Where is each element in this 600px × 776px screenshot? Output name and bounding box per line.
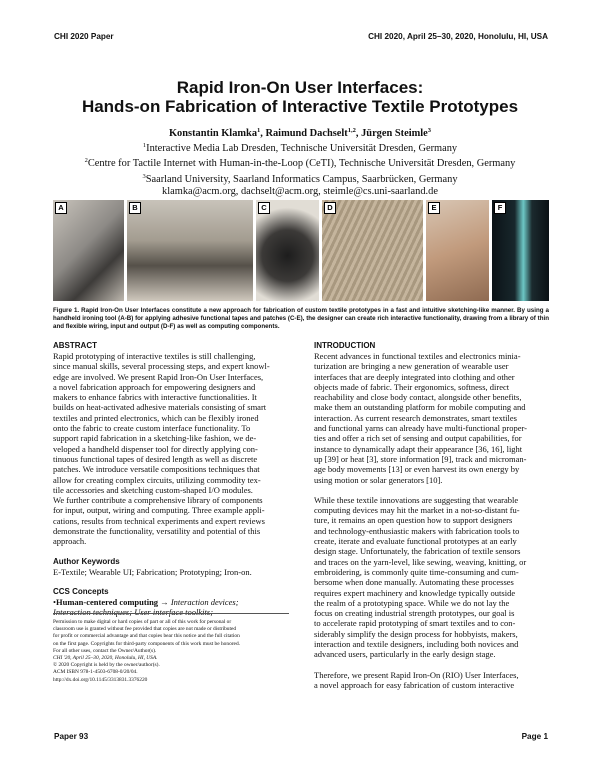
abstract-line: approach.: [53, 536, 87, 547]
abstract-line: for input, output, wiring and computing. Three example appli-: [53, 505, 265, 516]
intro-line: computing devices may hit the market in a not-so-distant fu-: [314, 505, 520, 516]
abstract-line: tile accessories and sketching custom-shaped I/O modules.: [53, 484, 253, 495]
author-block: [0, 125, 600, 198]
intro-line: While these textile innovations are suggesting that wearable: [314, 494, 519, 505]
photo-panel-e: [426, 200, 489, 301]
photo-panel-a: [53, 200, 124, 301]
intro-line: reachability and close body contact, alongside other benefits,: [314, 392, 522, 403]
abstract-line: onto the fabric to create custom interface functionality. To: [53, 423, 251, 434]
intro-line: embroidering, is commonly quite time-consuming and cum-: [314, 566, 519, 577]
intro-line: instance to dynamically adapt their appearance [36, 16], light: [314, 443, 523, 454]
author-2-affil: 1,2: [347, 127, 356, 134]
intro-line: siderably simplify the design process for hobbyists, makers,: [314, 628, 518, 639]
intro-line: using motion or solar generators [10].: [314, 474, 443, 485]
panel-label-a: A: [55, 202, 67, 214]
abstract-line: demonstrate the functionality, versatility and potential of this: [53, 526, 261, 537]
permission-line: on the first page. Copyrights for third-party components of this work must be honored.: [53, 640, 240, 647]
teaser-figure: [53, 200, 549, 301]
abstract-line: allow for creating complex circuits, utilizing commodity tex-: [53, 474, 261, 485]
left-column: [53, 341, 289, 618]
panel-label-f: F: [494, 202, 506, 214]
title-line-2: Hands-on Fabrication of Interactive Textile Prototypes: [81, 97, 519, 116]
author-names: Konstantin Klamka$^1$, Raimund Dachselt$^{1,2}$, Jürgen Steimle$^3$: [168, 127, 432, 139]
doi-link[interactable]: http://dx.doi.org/10.1145/3313831.3376220: [53, 676, 148, 683]
intro-line: bersome when done manually. Automating these processes: [314, 577, 514, 588]
intro-line: focus on creating industrial strength prototypes, our goal is: [314, 608, 515, 619]
intro-line: turization are bringing a new generation of wearable user: [314, 361, 509, 372]
keywords-text: E-Textile; Wearable UI; Fabrication; Prototyping; Iron-on.: [53, 566, 252, 577]
author-2: Raimund Dachselt: [265, 128, 348, 139]
ccs-heading: CCS Concepts: [53, 586, 109, 596]
permission-line: For all other uses, contact the Owner/Author(s).: [53, 647, 157, 654]
abstract-line: support rapid fabrication in a sketching-like fashion, we de-: [53, 433, 257, 444]
intro-line: interaction and textile designers, including both novices and: [314, 639, 519, 650]
paper-title: [0, 78, 600, 116]
keywords-heading: Author Keywords: [53, 556, 120, 566]
panel-label-c: C: [258, 202, 270, 214]
intro-line: requires expert machinery and knowledge typically outside: [314, 587, 516, 598]
affiliation-2: $^2$Centre for Tactile Internet with Human-in-the-Loop (CeTI), Technische Universität Dresden, Germany: [84, 157, 516, 170]
intro-line: to accelerate rapid prototyping of smart textiles and to con-: [314, 618, 516, 629]
permission-line: CHI '20, April 25–30, 2020, Honolulu, HI, USA.: [53, 655, 158, 662]
footer-right: Page 1: [521, 732, 548, 741]
permission-line: for profit or commercial advantage and that copies bear this notice and the full citation: [53, 633, 240, 640]
author-3-affil: 3: [427, 127, 432, 134]
intro-line: a novel approach for easy fabrication of custom interactive: [314, 679, 515, 690]
photo-panel-f: [492, 200, 549, 301]
intro-paragraph-3: [314, 670, 550, 691]
panel-label-b: B: [129, 202, 141, 214]
abstract-line: patches. We introduce versatile compositions techniques that: [53, 464, 260, 475]
ccs-line-1: •Human-centered computing → Interaction devices;: [53, 596, 239, 607]
intro-line: objects made of fabric. Their ergonomics, softness, direct: [314, 381, 510, 392]
intro-line: up [39] or heat [3], store information [9], track and microman-: [314, 453, 527, 464]
abstract-line: veloped a handheld dispenser tool for directly applying con-: [53, 443, 258, 454]
intro-line: ties and offer a rich set of sensing and output capabilities, for: [314, 433, 522, 444]
affiliation-1: $^1$Interactive Media Lab Dresden, Technische Universität Dresden, Germany: [142, 142, 458, 155]
intro-line: advanced users, particularly in the early design stage.: [314, 649, 496, 660]
figure-caption: Figure 1. Rapid Iron-On User Interfaces constitute a new approach for fabrication of custom textile prototypes in a fast and intuitive sketching-like manner. By using a handheld ironing tool (A-B) for applying adhesive functional tapes and patches (C-E), the designer can create rich interactive functionality, drawing from a library of thin and flexible wiring, input and output (D-F) as well as computing components.: [53, 307, 549, 331]
running-header-left: CHI 2020 Paper: [54, 32, 114, 41]
intro-line: and functional yarns can already have multi-functional proper-: [314, 423, 527, 434]
abstract-line: makers to enhance fabrics with interactive functionalities. It: [53, 392, 257, 403]
title-line-1: Rapid Iron-On User Interfaces:: [176, 78, 424, 97]
running-header-right: CHI 2020, April 25–30, 2020, Honolulu, HI, USA: [368, 32, 548, 41]
author-emails: klamka@acm.org, dachselt@acm.org, steimle@cs.uni-saarland.de: [162, 185, 438, 197]
intro-line: the realm of a prototyping space. While we do not lay the: [314, 597, 510, 608]
ccs-line-2: Interaction techniques; User interface toolkits;: [53, 607, 214, 618]
intro-line: make them an outstanding platform for mobile computing and: [314, 402, 526, 413]
photo-panel-c: [256, 200, 319, 301]
abstract-body: [53, 351, 289, 547]
intro-paragraph-2: [314, 495, 550, 660]
abstract-line: since manual skills, several processing steps, and expert knowl-: [53, 361, 270, 372]
permission-line: ACM ISBN 978-1-4503-6708-0/20/04.: [53, 669, 138, 676]
footer-left: Paper 93: [54, 732, 89, 741]
abstract-line: edge are involved. We present Rapid Iron-On User Interfaces,: [53, 371, 264, 382]
intro-line: create, iterate and evaluate functional prototypes at an early: [314, 536, 517, 547]
abstract-heading: ABSTRACT: [53, 341, 97, 350]
author-3: Jürgen Steimle: [361, 128, 428, 139]
intro-line: Recent advances in functional textiles and electronics minia-: [314, 351, 521, 361]
abstract-line: textiles and printed electronics, which can be flexibly ironed: [53, 412, 259, 423]
abstract-line: builds on heat-activated adhesive materials consisting of smart: [53, 402, 267, 413]
permission-block: [53, 613, 289, 684]
permission-line: Permission to make digital or hard copies of part or all of this work for personal or: [53, 619, 232, 625]
intro-line: and traces on the yarn-level, like sewing, weaving, knitting, or: [314, 556, 527, 567]
intro-line: ture, it remains an open question how to support designers: [314, 515, 513, 526]
affiliation-3: $^3$Saarland University, Saarland Informatics Campus, Saarbrücken, Germany: [142, 172, 458, 185]
intro-line: Therefore, we present Rapid Iron-On (RIO) User Interfaces,: [314, 669, 519, 680]
intro-paragraph-1: [314, 351, 550, 485]
intro-line: and technology-enthusiastic makers with fabrication tools to: [314, 525, 520, 536]
intro-line: age body movements [13] or even harvest its own energy by: [314, 464, 520, 475]
intro-line: design stage. Unfortunately, the fabrication of textile sensors: [314, 546, 521, 557]
abstract-line: a novel fabrication approach for empowering designers and: [53, 381, 256, 392]
panel-label-e: E: [428, 202, 440, 214]
author-1-affil: 1: [257, 127, 261, 134]
right-column: [314, 341, 550, 690]
intro-line: interfaces that are deeply integrated into clothing and other: [314, 371, 515, 382]
intro-line: interaction. As current research demonstrates, smart textiles: [314, 412, 517, 423]
introduction-heading: INTRODUCTION: [314, 341, 376, 350]
abstract-line: We further contribute a comprehensive library of components: [53, 495, 263, 506]
author-1: Konstantin Klamka: [168, 128, 258, 139]
permission-line: © 2020 Copyright is held by the owner/author(s).: [53, 662, 160, 669]
permission-line: classroom use is granted without fee provided that copies are not made or distributed: [53, 626, 237, 633]
photo-panel-d: [322, 200, 423, 301]
abstract-line: tinuous functional tapes of desired length as well as discrete: [53, 453, 258, 464]
abstract-line: cations, results from technical experiments and expert reviews: [53, 515, 265, 526]
photo-panel-b: [127, 200, 253, 301]
abstract-line: Rapid prototyping of interactive textiles is still challenging,: [53, 351, 256, 361]
panel-label-d: D: [324, 202, 336, 214]
